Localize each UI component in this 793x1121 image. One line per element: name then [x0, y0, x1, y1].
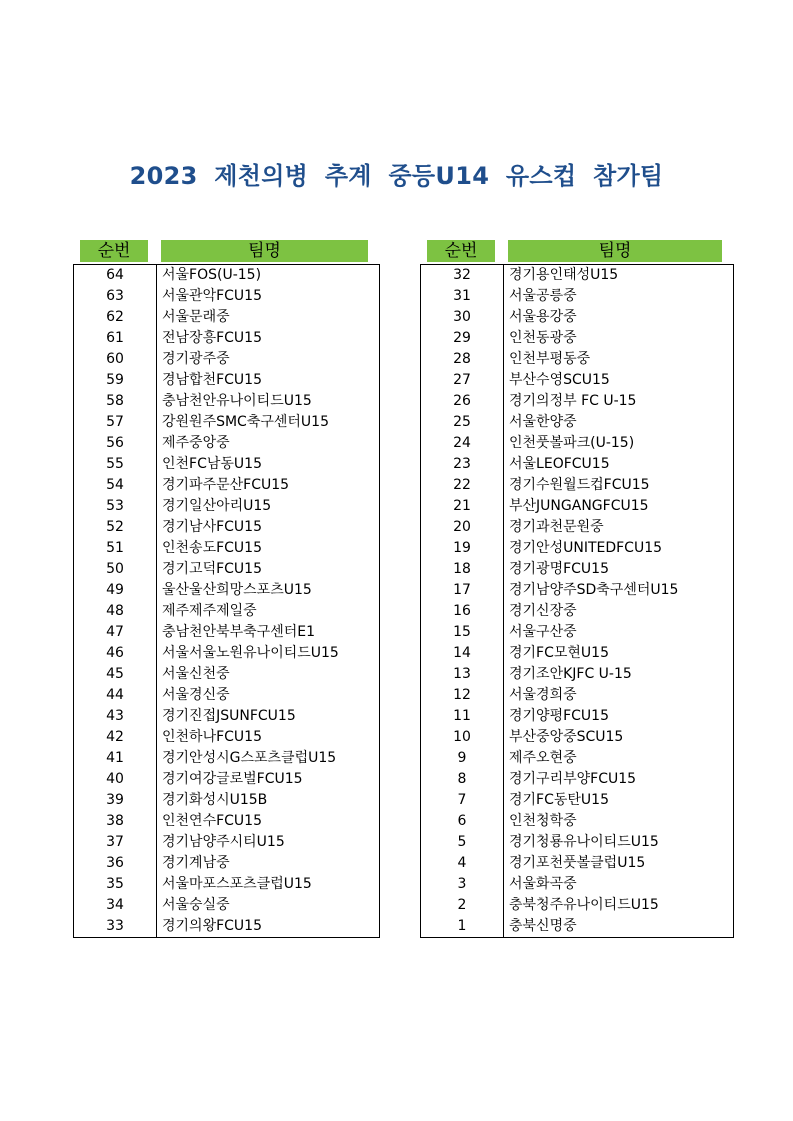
team-name-cell: 경기파주문산FCU15 — [162, 477, 290, 493]
team-name-cell: 서울숭실중 — [162, 897, 230, 913]
table-row — [74, 706, 380, 727]
team-name-cell: 인천풋볼파크(U-15) — [509, 435, 635, 451]
team-name-cell: 경남합천FCU15 — [162, 372, 262, 388]
team-name-cell: 인천청학중 — [509, 813, 577, 829]
team-number-cell: 53 — [74, 496, 157, 517]
team-number-cell: 29 — [421, 328, 504, 349]
team-number-cell: 26 — [421, 391, 504, 412]
header-number: 순번 — [427, 240, 495, 262]
team-number-cell: 48 — [74, 601, 157, 622]
table-row — [421, 748, 734, 769]
team-number-cell: 23 — [421, 454, 504, 475]
team-name-cell: 경기과천문원중 — [509, 519, 604, 535]
team-number-cell: 59 — [74, 370, 157, 391]
table-row — [74, 370, 380, 391]
team-name-cell: 울산울산희망스포츠U15 — [162, 582, 312, 598]
roster-header — [420, 240, 734, 262]
table-row — [74, 538, 380, 559]
roster-table-left — [73, 264, 380, 938]
page-title: 2023 제천의병 추계 중등U14 유스컵 참가팀 — [129, 162, 664, 190]
team-name-cell: 서울문래중 — [162, 309, 230, 325]
team-number-cell: 51 — [74, 538, 157, 559]
team-number-cell: 33 — [74, 916, 157, 938]
team-number-cell: 44 — [74, 685, 157, 706]
team-name-cell: 경기FC동탄U15 — [509, 792, 609, 808]
table-row — [74, 580, 380, 601]
team-name-cell: 충남천안북부축구센터E1 — [162, 624, 315, 640]
team-number-cell: 36 — [74, 853, 157, 874]
table-row — [421, 412, 734, 433]
table-row — [74, 769, 380, 790]
team-number-cell: 45 — [74, 664, 157, 685]
team-number-cell: 54 — [74, 475, 157, 496]
table-row — [421, 853, 734, 874]
team-number-cell: 28 — [421, 349, 504, 370]
table-row — [74, 601, 380, 622]
team-name-cell: 인천FC남동U15 — [162, 456, 262, 472]
team-name-cell: 전남장흥FCU15 — [162, 330, 262, 346]
team-name-cell: 인천송도FCU15 — [162, 540, 262, 556]
team-name-cell: 서울구산중 — [509, 624, 577, 640]
team-number-cell: 40 — [74, 769, 157, 790]
table-row — [421, 328, 734, 349]
table-row — [74, 433, 380, 454]
team-number-cell: 49 — [74, 580, 157, 601]
team-name-cell: 경기조안KJFC U-15 — [509, 666, 632, 682]
team-name-cell: 충남천안유나이티드U15 — [162, 393, 312, 409]
table-row — [74, 328, 380, 349]
team-name-cell: 서울경신중 — [162, 687, 230, 703]
team-number-cell: 14 — [421, 643, 504, 664]
team-name-cell: 충북청주유나이티드U15 — [509, 897, 659, 913]
table-row — [74, 412, 380, 433]
team-number-cell: 18 — [421, 559, 504, 580]
team-name-cell: 강원원주SMC축구센터U15 — [162, 414, 329, 430]
team-name-cell: 서울공릉중 — [509, 288, 577, 304]
team-number-cell: 5 — [421, 832, 504, 853]
table-row — [421, 643, 734, 664]
team-name-cell: 서울경희중 — [509, 687, 577, 703]
table-row — [421, 559, 734, 580]
team-number-cell: 39 — [74, 790, 157, 811]
team-name-cell: 부산JUNGANGFCU15 — [509, 498, 649, 514]
team-number-cell: 27 — [421, 370, 504, 391]
header-number: 순번 — [80, 240, 148, 262]
table-row — [421, 433, 734, 454]
table-row — [421, 790, 734, 811]
team-number-cell: 60 — [74, 349, 157, 370]
table-row — [421, 664, 734, 685]
team-name-cell: 서울용강중 — [509, 309, 577, 325]
team-number-cell: 58 — [74, 391, 157, 412]
team-number-cell: 19 — [421, 538, 504, 559]
team-number-cell: 37 — [74, 832, 157, 853]
team-number-cell: 17 — [421, 580, 504, 601]
team-name-cell: 서울서울노원유나이티드U15 — [162, 645, 339, 661]
table-row — [74, 517, 380, 538]
team-number-cell: 34 — [74, 895, 157, 916]
table-row — [74, 685, 380, 706]
team-number-cell: 7 — [421, 790, 504, 811]
team-name-cell: 경기일산아리U15 — [162, 498, 272, 514]
team-name-cell: 경기의정부 FC U-15 — [509, 393, 637, 409]
table-row — [74, 475, 380, 496]
team-number-cell: 2 — [421, 895, 504, 916]
team-name-cell: 경기남사FCU15 — [162, 519, 262, 535]
table-row — [74, 643, 380, 664]
team-number-cell: 47 — [74, 622, 157, 643]
team-number-cell: 62 — [74, 307, 157, 328]
team-name-cell: 경기의왕FCU15 — [162, 918, 262, 934]
team-name-cell: 서울화곡중 — [509, 876, 577, 892]
table-row — [74, 559, 380, 580]
roster-header — [73, 240, 380, 262]
table-row — [421, 685, 734, 706]
table-row — [74, 853, 380, 874]
team-number-cell: 31 — [421, 286, 504, 307]
table-row — [421, 286, 734, 307]
table-row — [421, 811, 734, 832]
team-number-cell: 21 — [421, 496, 504, 517]
team-number-cell: 3 — [421, 874, 504, 895]
team-name-cell: 인천부평동중 — [509, 351, 591, 367]
table-row — [421, 370, 734, 391]
team-name-cell: 경기수원월드컵FCU15 — [509, 477, 650, 493]
team-name-cell: 서울관악FCU15 — [162, 288, 262, 304]
table-row — [421, 622, 734, 643]
table-row — [421, 517, 734, 538]
table-row — [74, 790, 380, 811]
team-number-cell: 50 — [74, 559, 157, 580]
team-number-cell: 52 — [74, 517, 157, 538]
team-name-cell: 경기화성시U15B — [162, 792, 268, 808]
header-team-name: 팀명 — [161, 240, 368, 262]
team-number-cell: 63 — [74, 286, 157, 307]
team-name-cell: 서울마포스포츠클럽U15 — [162, 876, 312, 892]
team-name-cell: 서울FOS(U-15) — [162, 267, 262, 283]
team-name-cell: 제주중앙중 — [162, 435, 230, 451]
team-number-cell: 13 — [421, 664, 504, 685]
table-row — [74, 811, 380, 832]
team-name-cell: 제주오현중 — [509, 750, 577, 766]
team-name-cell: 경기여강글로벌FCU15 — [162, 771, 303, 787]
team-name-cell: 서울LEOFCU15 — [509, 456, 610, 472]
table-row — [74, 286, 380, 307]
team-number-cell: 22 — [421, 475, 504, 496]
table-row — [421, 601, 734, 622]
table-row — [421, 349, 734, 370]
team-number-cell: 64 — [74, 265, 157, 287]
team-name-cell: 경기남양주시티U15 — [162, 834, 285, 850]
table-row — [74, 832, 380, 853]
team-name-cell: 경기포천풋볼클럽U15 — [509, 855, 646, 871]
table-row — [421, 475, 734, 496]
team-number-cell: 38 — [74, 811, 157, 832]
team-number-cell: 10 — [421, 727, 504, 748]
team-number-cell: 9 — [421, 748, 504, 769]
table-row — [421, 454, 734, 475]
table-row — [421, 706, 734, 727]
team-number-cell: 61 — [74, 328, 157, 349]
team-name-cell: 경기광명FCU15 — [509, 561, 609, 577]
team-number-cell: 30 — [421, 307, 504, 328]
table-row — [74, 622, 380, 643]
team-number-cell: 4 — [421, 853, 504, 874]
team-number-cell: 11 — [421, 706, 504, 727]
team-number-cell: 43 — [74, 706, 157, 727]
team-name-cell: 경기남양주SD축구센터U15 — [509, 582, 679, 598]
table-row — [421, 580, 734, 601]
team-number-cell: 20 — [421, 517, 504, 538]
table-row — [74, 391, 380, 412]
team-number-cell: 41 — [74, 748, 157, 769]
table-row — [74, 496, 380, 517]
table-row — [421, 832, 734, 853]
team-name-cell: 충북신명중 — [509, 918, 577, 934]
team-name-cell: 경기진접JSUNFCU15 — [162, 708, 296, 724]
table-row — [74, 265, 380, 287]
team-name-cell: 인천하나FCU15 — [162, 729, 262, 745]
team-name-cell: 경기FC모현U15 — [509, 645, 609, 661]
team-name-cell: 제주제주제일중 — [162, 603, 257, 619]
team-number-cell: 6 — [421, 811, 504, 832]
table-row — [74, 454, 380, 475]
team-name-cell: 경기고덕FCU15 — [162, 561, 262, 577]
table-row — [74, 727, 380, 748]
team-number-cell: 55 — [74, 454, 157, 475]
team-number-cell: 57 — [74, 412, 157, 433]
team-number-cell: 1 — [421, 916, 504, 938]
table-row — [421, 391, 734, 412]
table-row — [421, 769, 734, 790]
table-row — [74, 664, 380, 685]
team-name-cell: 경기신장중 — [509, 603, 577, 619]
roster-right-column — [420, 240, 734, 938]
table-row — [74, 748, 380, 769]
team-name-cell: 경기용인태성U15 — [509, 267, 619, 283]
team-number-cell: 46 — [74, 643, 157, 664]
table-row — [421, 538, 734, 559]
table-row — [74, 307, 380, 328]
team-number-cell: 16 — [421, 601, 504, 622]
team-name-cell: 인천연수FCU15 — [162, 813, 262, 829]
team-number-cell: 8 — [421, 769, 504, 790]
team-number-cell: 25 — [421, 412, 504, 433]
table-row — [421, 727, 734, 748]
team-number-cell: 12 — [421, 685, 504, 706]
team-name-cell: 서울신천중 — [162, 666, 230, 682]
team-name-cell: 부산수영SCU15 — [509, 372, 610, 388]
table-row — [421, 916, 734, 938]
table-row — [421, 307, 734, 328]
team-name-cell: 경기안성UNITEDFCU15 — [509, 540, 663, 556]
team-name-cell: 경기양평FCU15 — [509, 708, 609, 724]
header-team-name: 팀명 — [508, 240, 722, 262]
roster-table-right — [420, 264, 734, 938]
table-row — [421, 874, 734, 895]
table-row — [74, 895, 380, 916]
roster-left-column — [73, 240, 380, 938]
team-name-cell: 경기청룡유나이티드U15 — [509, 834, 659, 850]
team-name-cell: 부산중앙중SCU15 — [509, 729, 624, 745]
team-name-cell: 경기계남중 — [162, 855, 230, 871]
team-number-cell: 32 — [421, 265, 504, 287]
team-name-cell: 서울한양중 — [509, 414, 577, 430]
team-number-cell: 24 — [421, 433, 504, 454]
team-name-cell: 경기안성시G스포츠클럽U15 — [162, 750, 337, 766]
table-row — [74, 874, 380, 895]
team-number-cell: 35 — [74, 874, 157, 895]
table-row — [74, 916, 380, 938]
team-number-cell: 42 — [74, 727, 157, 748]
team-name-cell: 경기구리부양FCU15 — [509, 771, 637, 787]
table-row — [421, 895, 734, 916]
table-row — [74, 349, 380, 370]
team-number-cell: 56 — [74, 433, 157, 454]
table-row — [421, 265, 734, 287]
table-row — [421, 496, 734, 517]
team-number-cell: 15 — [421, 622, 504, 643]
team-name-cell: 인천동광중 — [509, 330, 577, 346]
team-name-cell: 경기광주중 — [162, 351, 230, 367]
